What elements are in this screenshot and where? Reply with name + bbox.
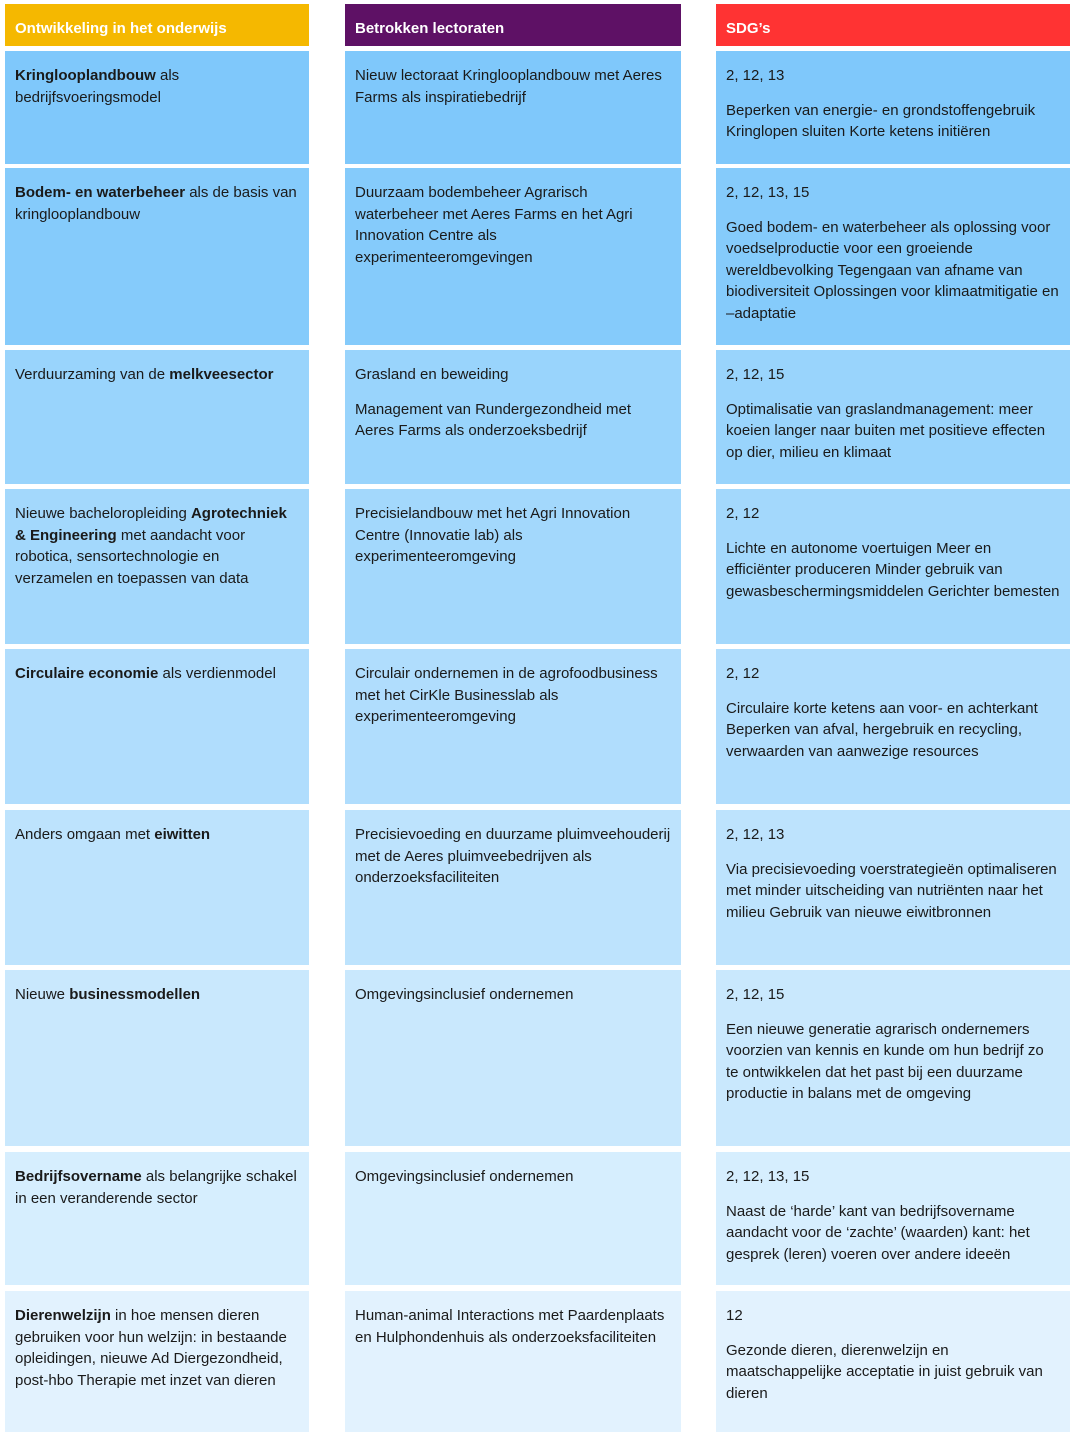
cell-lectoraat [345, 1291, 681, 1432]
cell-sdg [716, 350, 1070, 484]
sdg-numbers: 2, 12, 13 [726, 826, 785, 843]
onderwijs-pre: Nieuwe [15, 986, 70, 1003]
sdg-text: Beperken van energie- en grondstoffengebruik Kringlopen sluiten Korte ketens initiëren [726, 101, 1036, 140]
lectoraat-text: Duurzaam bodembeheer Agrarisch waterbeheer met Aeres Farms en het Agri Innovation Centre als experimenteeromgevingen [355, 184, 633, 266]
lectoraat-text: Grasland en beweiding [355, 366, 509, 383]
sdg-text: Naast de ‘harde’ kant van bedrijfsovername aandacht voor de ‘zachte’ (waarden) kant: het gesprek (leren) voeren over andere ideeën [726, 1202, 1030, 1263]
onderwijs-text [15, 364, 299, 386]
onderwijs-text [15, 984, 299, 1006]
cell-lectoraat [345, 810, 681, 965]
onderwijs-bold: melkveesector [169, 366, 274, 383]
onderwijs-rest: als verdienmodel [158, 665, 276, 682]
onderwijs-rest: als bedrijfsvoeringsmodel [15, 67, 180, 106]
onderwijs-pre: Nieuwe bacheloropleiding [15, 505, 191, 522]
onderwijs-pre: Anders omgaan met [15, 826, 155, 843]
header-sdgs: SDG’s [716, 4, 1070, 46]
cell-sdg [716, 1152, 1070, 1285]
cell-sdg [716, 810, 1070, 965]
onderwijs-text [15, 663, 299, 685]
cell-onderwijs [5, 168, 309, 345]
cell-onderwijs [5, 489, 309, 644]
lectoraat-text: Omgevingsinclusief ondernemen [355, 1168, 574, 1185]
onderwijs-bold: Agrotechniek & Engineering [15, 505, 287, 544]
sdg-numbers: 12 [726, 1307, 743, 1324]
onderwijs-text [15, 1166, 299, 1209]
cell-lectoraat [345, 350, 681, 484]
onderwijs-pre: Verduurzaming van de [15, 366, 170, 383]
lectoraat-text: Precisielandbouw met het Agri Innovation Centre (Innovatie lab) als experimenteeromgeving [355, 505, 631, 565]
onderwijs-bold: Dierenwelzijn [15, 1307, 111, 1324]
onderwijs-bold: Kringlooplandbouw [15, 67, 156, 84]
onderwijs-bold: eiwitten [154, 826, 211, 843]
cell-lectoraat [345, 1152, 681, 1285]
onderwijs-bold: Bodem- en waterbeheer [15, 184, 186, 201]
onderwijs-text [15, 503, 299, 589]
sdg-numbers: 2, 12, 15 [726, 366, 785, 383]
header-lectoraten: Betrokken lectoraten [345, 4, 681, 46]
lectoraat-text: Precisievoeding en duurzame pluimveehouderij met de Aeres pluimveebedrijven als onderzoeksfaciliteiten [355, 826, 671, 886]
cell-lectoraat [345, 168, 681, 345]
cell-onderwijs [5, 51, 309, 164]
column-lectoraten [345, 4, 681, 46]
cell-sdg [716, 1291, 1070, 1432]
cell-sdg [716, 51, 1070, 164]
sdg-numbers: 2, 12, 13, 15 [726, 184, 810, 201]
lectoraat-text: Human-animal Interactions met Paardenplaats en Hulphondenhuis als onderzoeksfaciliteiten [355, 1307, 665, 1346]
lectoraat-text: Circulair ondernemen in de agrofoodbusiness met het CirKle Businesslab als experimenteeromgeving [355, 665, 658, 725]
lectoraat-text: Nieuw lectoraat Kringlooplandbouw met Aeres Farms als inspiratiebedrijf [355, 67, 662, 106]
onderwijs-rest: als belangrijke schakel in een veranderende sector [15, 1168, 297, 1207]
sdg-text: Een nieuwe generatie agrarisch ondernemers voorzien van kennis en kunde om hun bedrijf zo te ontwikkelen dat het past bij een duurzame productie in balans met de omgeving [726, 1020, 1044, 1102]
onderwijs-rest: met aandacht voor robotica, sensortechnologie en verzamelen en toepassen van data [15, 526, 249, 587]
sdg-text: Lichte en autonome voertuigen Meer en efficiënter produceren Minder gebruik van gewasbeschermingsmiddelen Gerichter bemesten [726, 539, 1060, 600]
sdg-numbers: 2, 12 [726, 505, 760, 522]
sdg-text: Gezonde dieren, dierenwelzijn en maatschappelijke acceptatie in juist gebruik van dieren [726, 1341, 1043, 1402]
onderwijs-rest: als de basis van kringlooplandbouw [15, 184, 297, 223]
onderwijs-text [15, 824, 299, 846]
cell-lectoraat [345, 489, 681, 644]
cell-onderwijs [5, 1291, 309, 1432]
cell-lectoraat [345, 649, 681, 804]
cell-sdg [716, 168, 1070, 345]
onderwijs-rest: in hoe mensen dieren gebruiken voor hun welzijn: in bestaande opleidingen, nieuwe Ad Diergezondheid, post-hbo Therapie met inzet van dieren [15, 1307, 287, 1389]
lectoraat-text-2: Management van Rundergezondheid met Aeres Farms als onderzoeksbedrijf [355, 400, 632, 439]
column-onderwijs [5, 4, 309, 46]
onderwijs-bold: Bedrijfsovername [15, 1168, 142, 1185]
cell-sdg [716, 489, 1070, 644]
cell-onderwijs [5, 810, 309, 965]
cell-onderwijs [5, 350, 309, 484]
sdg-numbers: 2, 12 [726, 665, 760, 682]
cell-lectoraat [345, 51, 681, 164]
sdg-text: Goed bodem- en waterbeheer als oplossing voor voedselproductie voor een groeiende wereldbevolking Tegengaan van afname van biodiversiteit Oplossingen voor klimaatmitigatie en –adaptatie [726, 218, 1059, 322]
sdg-text: Via precisievoeding voerstrategieën optimaliseren met minder uitscheiding van nutriënten naar het milieu Gebruik van nieuwe eiwitbronnen [726, 860, 1057, 921]
sdg-text: Circulaire korte ketens aan voor- en achterkant Beperken van afval, hergebruik en recycling, verwaarden van aanwezige resources [726, 699, 1038, 760]
sdg-numbers: 2, 12, 13 [726, 67, 785, 84]
onderwijs-text [15, 1305, 299, 1391]
cell-sdg [716, 970, 1070, 1146]
onderwijs-text [15, 182, 299, 225]
cell-lectoraat [345, 970, 681, 1146]
sdg-text: Optimalisatie van graslandmanagement: meer koeien langer naar buiten met positieve effecten op dier, milieu en klimaat [726, 400, 1046, 461]
header-onderwijs: Ontwikkeling in het onderwijs [5, 4, 309, 46]
sdg-numbers: 2, 12, 15 [726, 986, 785, 1003]
onderwijs-bold: Circulaire economie [15, 665, 159, 682]
cell-onderwijs [5, 649, 309, 804]
onderwijs-bold: businessmodellen [69, 986, 201, 1003]
cell-onderwijs [5, 970, 309, 1146]
lectoraat-text: Omgevingsinclusief ondernemen [355, 986, 574, 1003]
cell-sdg [716, 649, 1070, 804]
sdg-numbers: 2, 12, 13, 15 [726, 1168, 810, 1185]
onderwijs-text [15, 65, 299, 108]
cell-onderwijs [5, 1152, 309, 1285]
column-sdgs [716, 4, 1070, 46]
